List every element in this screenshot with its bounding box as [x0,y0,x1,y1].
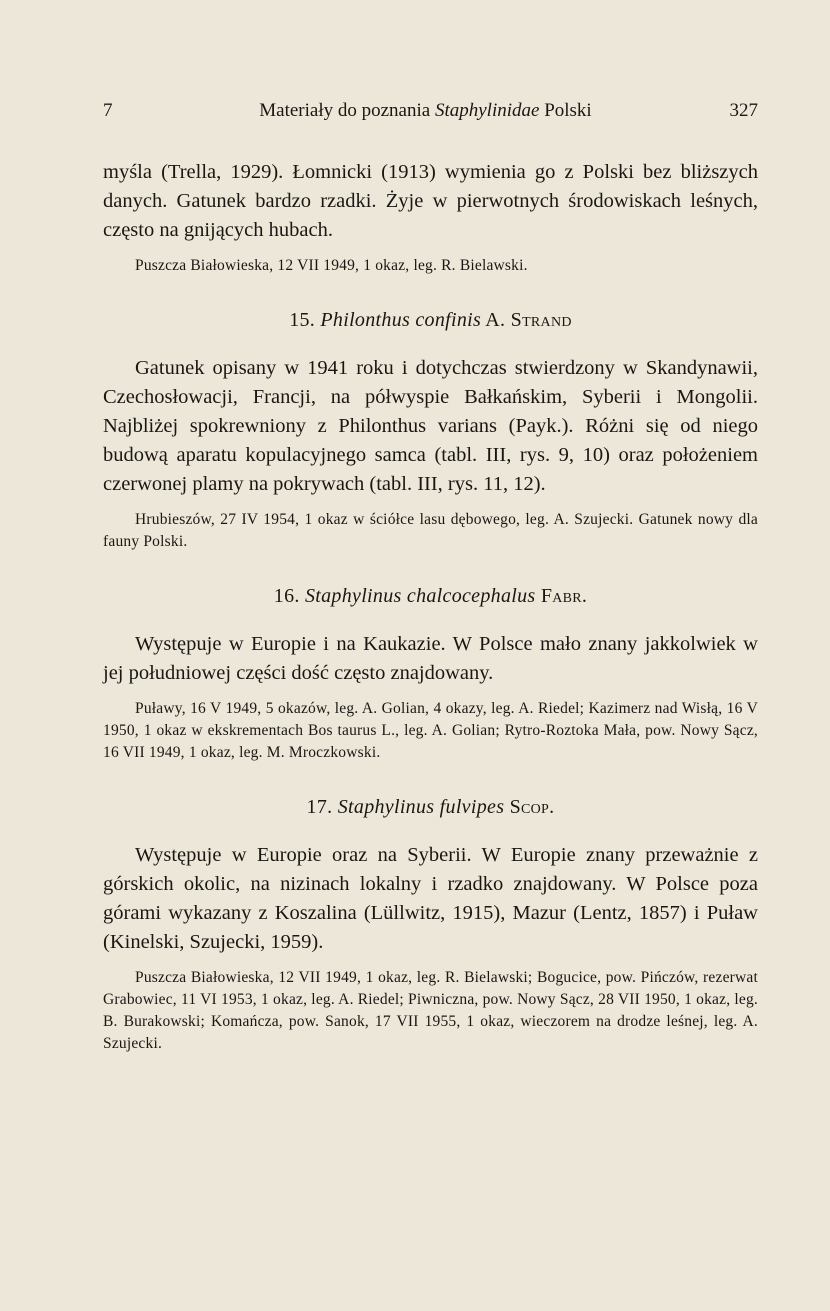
intro-paragraph: myśla (Trella, 1929). Łomnicki (1913) wymienia go z Polski bez bliższych danych. Gatunek bardzo rzadki. Żyje w pierwotnych środowiskach leśnych, często na gnijących hubach. [103,161,758,241]
species-heading-17: 17. Staphylinus fulvipes Scop. [306,796,555,818]
intro-record: Puszcza Białowieska, 12 VII 1949, 1 okaz, leg. R. Bielawski. [135,257,528,274]
section-number: 7 [103,100,113,121]
species-heading-16: 16. Staphylinus chalcocephalus Fabr. [273,585,588,607]
species-15-text: Gatunek opisany w 1941 roku i dotychczas stwierdzony w Skandynawii, Czechosłowacji, Francji, na półwyspie Bałkańskim, Syberii i Mongolii. Najbliżej spokrewniony z Philonthus varians (Payk.). Różni się od niego budową aparatu kopulacyjnego samca (tabl. III, rys. 9, 10) oraz położeniem czerwonej plamy na pokrywach (tabl. III, rys. 11, 12). [103,357,758,495]
species-16-text: Występuje w Europie i na Kaukazie. W Polsce mało znany jakkolwiek w jej południowej części dość często znajdowany. [103,633,758,684]
running-title: Materiały do poznania Staphylinidae Polski [259,100,592,121]
species-17-text: Występuje w Europie oraz na Syberii. W Europie znany przeważnie z górskich okolic, na nizinach lokalny i rzadko znajdowany. W Polsce poza górami wykazany z Koszalina (Lüllwitz, 1915), Mazur (Lentz, 1857) i Puław (Kinelski, Szujecki, 1959). [103,844,758,953]
page-number: 327 [729,100,758,121]
species-heading-15: 15. Philonthus confinis A. Strand [289,309,572,331]
running-header [103,100,758,122]
species-16-record: Puławy, 16 V 1949, 5 okazów, leg. A. Golian, 4 okazy, leg. A. Riedel; Kazimerz nad Wisłą, 16 V 1950, 1 okaz w ekskrementach Bos taurus L., leg. A. Golian; Rytro-Roztoka Mała, pow. Nowy Sącz, 16 VII 1949, 1 okaz, leg. M. Mroczkowski. [103,700,758,761]
species-17-record: Puszcza Białowieska, 12 VII 1949, 1 okaz, leg. R. Bielawski; Bogucice, pow. Pińczów, rezerwat Grabowiec, 11 VI 1953, 1 okaz, leg. A. Riedel; Piwniczna, pow. Nowy Sącz, 28 VII 1950, 1 okaz, leg. B. Burakowski; Komańcza, pow. Sanok, 17 VII 1955, 1 okaz, wieczorem na drodze leśnej, leg. A. Szujecki. [103,969,758,1052]
species-15-record: Hrubieszów, 27 IV 1954, 1 okaz w ściółce lasu dębowego, leg. A. Szujecki. Gatunek nowy dla fauny Polski. [103,511,758,550]
